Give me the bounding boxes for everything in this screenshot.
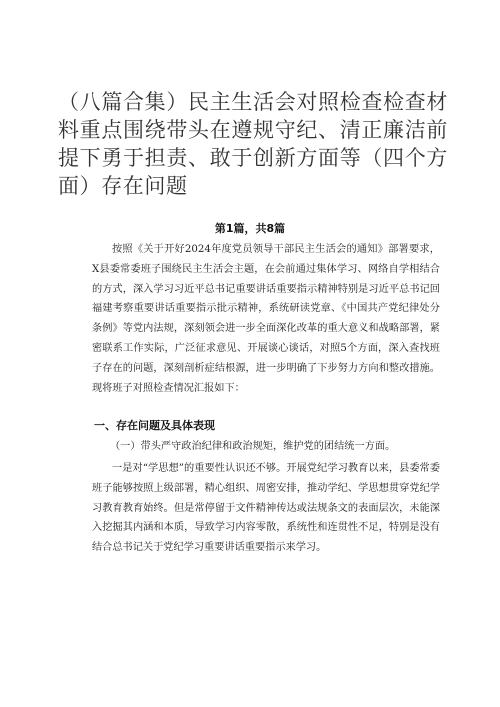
document-title: （八篇合集）民主生活会对照检查检查材料重点围绕带头在遵规守纪、清正廉洁前提下勇于担责、敢于创新方面等（四个方面）存在问题 xyxy=(58,90,448,198)
subsection-heading: （一）带头严守政治纪律和政治规矩，维护党的团结统一方面。 xyxy=(110,441,396,452)
paragraph-point-one: 一是对“学思想”的重要性认识还不够。开展党纪学习教育以来，县委常委班子能够按照上级部署，精心组织、周密安排，推动学纪、学思想贯穿党纪学习教育教育始终。但是常停留于文件精神传达或法规条文的表面层次，未能深入挖掘其内涵和本质，导致学习内容零散，系统性和连贯性不足，特别是没有结合总书记关于党纪学习重要讲话重要指示来学习。 xyxy=(92,463,440,554)
section-heading: 一、存在问题及具体表现 xyxy=(94,419,215,432)
document-subtitle: 第1篇，共8篇 xyxy=(214,222,286,235)
paragraph-intro: 按照《关于开好2024年度党员领导干部民主生活会的通知》部署要求，X县委常委班子围绕民主生活会主题，在会前通过集体学习、网络自学相结合的方式，深入学习习近平总书记重要讲话重要指示精神特别是习近平总书记回福建考察重要讲话重要指示批示精神，系统研读党章、《中国共产党纪律处分条例》等党内法规，深刻领会进一步全面深化改革的重大意义和战略部署，紧密联系工作实际，广泛征求意见、开展谈心谈话，对照5个方面，深入查找班子存在的问题，深刻剖析症结根源，进一步明确了下步努力方向和整改措施。现将班子对照检查情况汇报如下： xyxy=(92,244,440,394)
